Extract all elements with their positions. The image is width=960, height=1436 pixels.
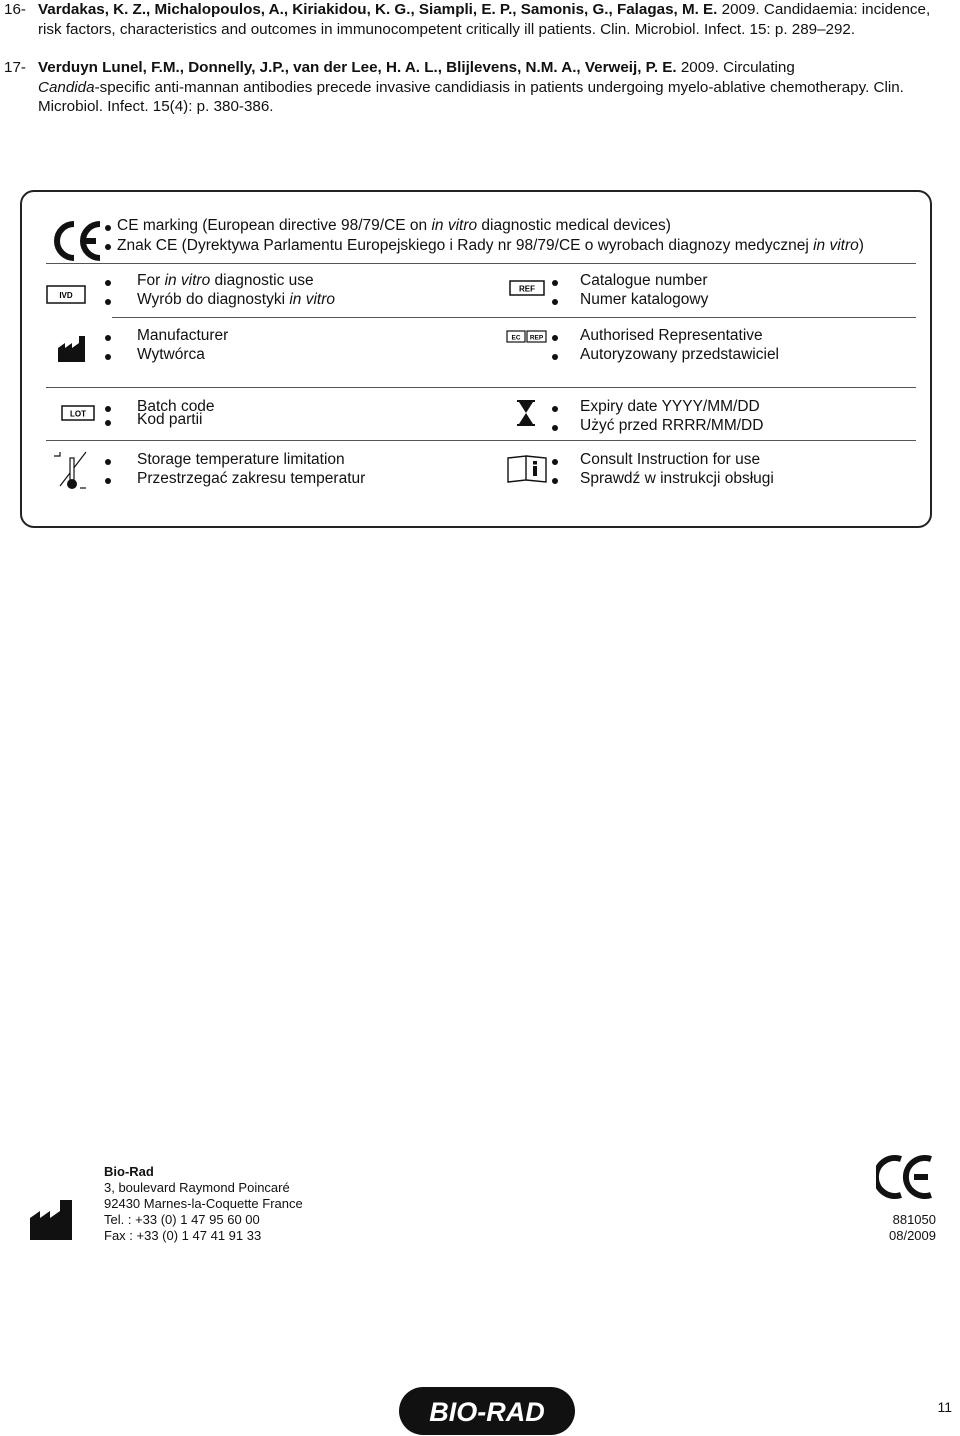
ref-description-pl: Numer katalogowy <box>580 291 709 308</box>
svg-text:REF: REF <box>519 284 535 294</box>
bullet <box>552 299 558 305</box>
ce-mark-icon <box>876 1154 936 1200</box>
ivd-description-en: For in vitro diagnostic use <box>137 272 314 289</box>
reference-number: 16- <box>4 1 26 18</box>
bullet <box>552 478 558 484</box>
symbols-legend-box <box>20 190 932 528</box>
manufacturer-description-pl: Wytwórca <box>137 346 205 363</box>
divider <box>46 440 916 441</box>
page-number: 11 <box>937 1399 952 1415</box>
bullet <box>105 299 111 305</box>
bullet <box>552 335 558 341</box>
ce-description-pl: Znak CE (Dyrektywa Parlamentu Europejskiego i Rady nr 98/79/CE o wyrobach diagnozy medycznej in vitro) <box>117 237 864 254</box>
company-name: Bio-Rad <box>104 1164 154 1179</box>
manufacturer-factory-icon <box>56 334 90 364</box>
ecrep-description-pl: Autoryzowany przedstawiciel <box>580 346 780 363</box>
telephone: Tel. : +33 (0) 1 47 95 60 00 <box>104 1212 260 1227</box>
divider <box>46 263 916 264</box>
svg-text:BIO-RAD: BIO-RAD <box>429 1397 545 1427</box>
bullet <box>105 478 111 484</box>
address-line-2: 92430 Marnes-la-Coquette France <box>104 1196 303 1211</box>
ref-description-en: Catalogue number <box>580 272 708 289</box>
reference-authors: Verduyn Lunel, F.M., Donnelly, J.P., van der Lee, H. A. L., Blijlevens, N.M. A., Verweij, P. E. <box>38 59 677 77</box>
manufacturer-description-en: Manufacturer <box>137 327 229 344</box>
consult-instructions-book-icon <box>502 450 552 488</box>
ce-mark-icon <box>52 220 104 262</box>
ecrep-description-en: Authorised Representative <box>580 327 763 344</box>
divider <box>112 317 916 318</box>
ivd-description-pl: Wyrób do diagnostyki in vitro <box>137 291 336 308</box>
consult-description-en: Consult Instruction for use <box>580 451 761 468</box>
svg-text:EC: EC <box>511 334 521 342</box>
divider <box>46 387 916 388</box>
expiry-description-pl: Użyć przed RRRR/MM/DD <box>580 417 764 434</box>
manufacturer-factory-icon <box>28 1196 76 1242</box>
bullet <box>105 420 111 426</box>
storage-temperature-icon <box>50 450 94 492</box>
ivd-icon <box>40 270 92 322</box>
lot-batch-icon <box>60 403 98 423</box>
bullet <box>105 406 111 412</box>
reference-17 <box>4 58 956 117</box>
hourglass-expiry-icon <box>514 398 538 428</box>
document-code: 881050 <box>892 1212 936 1227</box>
ce-description-en: CE marking (European directive 98/79/CE on in vitro diagnostic medical devices) <box>117 217 671 234</box>
bullet <box>552 425 558 431</box>
ref-catalogue-icon <box>508 278 548 298</box>
bullet <box>105 354 111 360</box>
svg-text:IVD: IVD <box>59 291 73 300</box>
reference-details-italic: Candida <box>38 78 95 96</box>
storage-description-pl: Przestrzegać zakresu temperatur <box>137 470 366 487</box>
reference-authors: Vardakas, K. Z., Michalopoulos, A., Kiriakidou, K. G., Siampli, E. P., Samonis, G., Falagas, M. E. <box>38 1 718 18</box>
manufacturer-address <box>104 1164 303 1244</box>
reference-number: 17- <box>4 59 26 77</box>
bio-rad-logo <box>398 1386 576 1436</box>
address-line-1: 3, boulevard Raymond Poincaré <box>104 1180 290 1195</box>
bullet <box>552 354 558 360</box>
bullet <box>105 459 111 465</box>
reference-details: -specific anti-mannan antibodies precede invasive candidiasis in patients undergoing myelo-ablative chemotherapy. Clin. Microbiol. Infect. 15(4): p. 380-386. <box>38 78 904 116</box>
fax: Fax : +33 (0) 1 47 41 91 33 <box>104 1228 262 1243</box>
reference-16 <box>4 0 956 39</box>
ec-rep-icon <box>506 330 548 344</box>
consult-description-pl: Sprawdź w instrukcji obsługi <box>580 470 774 487</box>
bullet <box>552 459 558 465</box>
reference-details: 2009. Candidaemia: incidence, risk factors, characteristics and outcomes in immunocompetent critically ill patients. Clin. Microbiol. Infect. 15: p. 289–292. <box>38 1 931 38</box>
bullet <box>552 406 558 412</box>
bullet <box>552 280 558 286</box>
lot-description-en: Batch code <box>137 398 215 415</box>
svg-text:REP: REP <box>529 334 544 342</box>
bullet <box>105 280 111 286</box>
document-code-block <box>889 1212 936 1244</box>
svg-text:LOT: LOT <box>70 409 86 419</box>
references-section <box>4 0 956 117</box>
bullet <box>105 225 111 231</box>
lot-description-pl: Kod partii <box>137 411 203 428</box>
bullet <box>105 244 111 250</box>
bullet <box>105 335 111 341</box>
expiry-description-en: Expiry date YYYY/MM/DD <box>580 398 760 415</box>
reference-details: 2009. Circulating <box>676 59 795 77</box>
document-date: 08/2009 <box>889 1228 936 1243</box>
storage-description-en: Storage temperature limitation <box>137 451 345 468</box>
